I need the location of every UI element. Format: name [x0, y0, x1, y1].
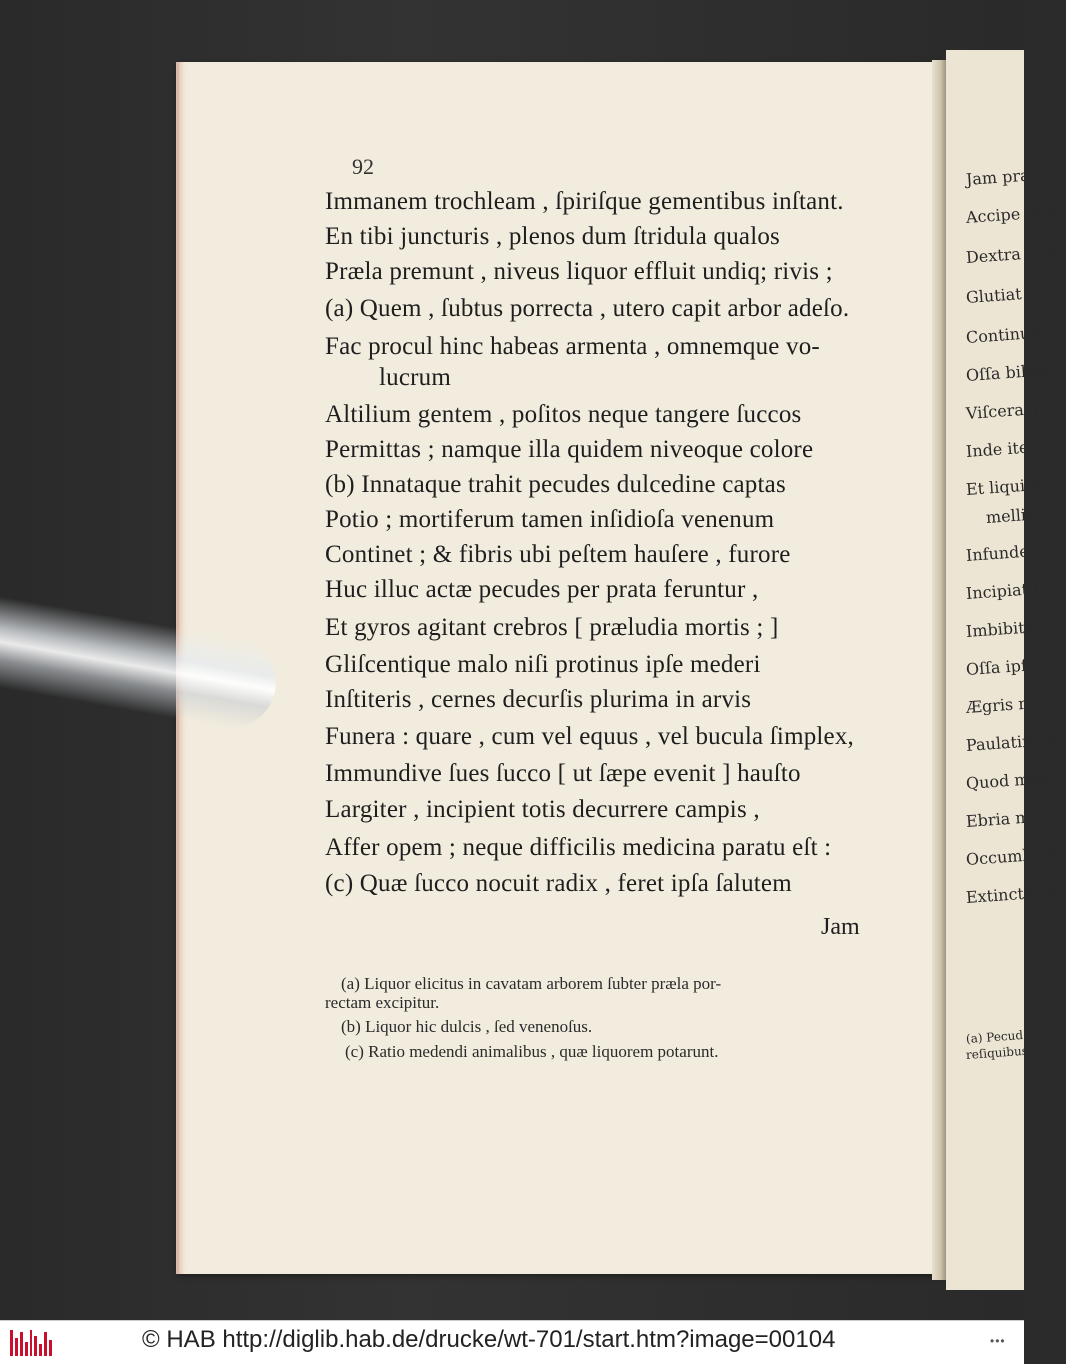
verse-line: lucrum: [379, 364, 452, 391]
page-number: 92: [352, 154, 374, 179]
verse-line: Fac procul hinc habeas armenta , omnemque vo-: [325, 333, 820, 360]
catchword: Jam: [821, 914, 860, 940]
copyright-link[interactable]: © HAB http://diglib.hab.de/drucke/wt-701/start.htm?image=00104: [142, 1326, 836, 1353]
facing-line: Imbibitu: [965, 617, 1036, 641]
facing-line: Ægris red: [965, 692, 1047, 717]
verse-line: Inſtiteris , cernes decurſis plurima in arvis: [325, 686, 752, 713]
verse-line: Et gyros agitant crebros [ præludia mortis ; ]: [325, 614, 779, 641]
verse-line: En tibi juncturis , plenos dum ſtridula qualos: [325, 223, 780, 250]
more-icon[interactable]: •••: [990, 1334, 1006, 1348]
facing-line: Glutiat , i: [965, 282, 1043, 307]
verse-line: Altilium gentem , poſitos neque tangere ſuccos: [325, 401, 802, 428]
facing-line: Viſcera q: [965, 398, 1040, 423]
verse-line: Largiter , incipient totis decurrere campis ,: [325, 796, 760, 823]
verse-line: Potio ; mortiferum tamen inſidioſa venenum: [325, 506, 775, 533]
book-gutter: [932, 60, 946, 1280]
facing-line: Infundes: [965, 541, 1038, 565]
facing-line: Inde iteru: [965, 436, 1047, 461]
footnote: rectam excipitur.: [325, 993, 440, 1012]
verse-line: Gliſcentique malo niſi protinus ipſe mederi: [325, 651, 761, 678]
facing-line: Occumbent: [965, 843, 1060, 869]
verse-line: Immundive ſues ſucco [ ut ſæpe evenit ] hauſto: [325, 760, 801, 787]
facing-line: Quod med: [965, 768, 1050, 793]
facing-line: Paulatim vi: [965, 729, 1057, 755]
book-page: [176, 62, 949, 1274]
verse-line: Immanem trochleam , ſpiriſque gementibus inſtant.: [325, 188, 844, 215]
facing-page: [946, 50, 1063, 1290]
facing-line: Accipe raſa: [965, 201, 1059, 227]
facing-line: mellis: [985, 504, 1035, 527]
facing-line: Extinctas a: [965, 881, 1057, 907]
facing-line: Oſſa ipſa: [965, 655, 1037, 679]
footnote: (b) Liquor hic dulcis , ſed venenoſus.: [341, 1017, 593, 1036]
verse-line: Continet ; & fibris ubi peſtem hauſere , furore: [325, 541, 791, 568]
verse-line: Funera : quare , cum vel equus , vel bucula ſimplex,: [325, 723, 855, 750]
verse-line: (c) Quæ ſucco nocuit radix , feret ipſa ſalutem: [325, 870, 792, 897]
verse-line: Affer opem ; neque difficilis medicina paratu eſt :: [325, 834, 832, 861]
facing-line: Continuò: [965, 322, 1041, 347]
verse-line: (b) Innataque trahit pecudes dulcedine captas: [325, 471, 786, 498]
verse-line: Huc illuc actæ pecudes per prata feruntur ,: [325, 576, 759, 603]
facing-line: (a) Pecud: [965, 1028, 1024, 1046]
facing-line: reſiquibus .: [965, 1043, 1036, 1062]
facing-line: Incipiat f: [965, 578, 1040, 603]
verse-line: Præla premunt , niveus liquor effluit undiq; rivis ;: [325, 258, 833, 285]
facing-line: Ebria mort: [965, 805, 1055, 831]
footnote: (c) Ratio medendi animalibus , quæ liquorem potarunt.: [345, 1042, 719, 1061]
facing-line: Oſſa bibax: [965, 360, 1051, 385]
facing-line: Et liquidi: [965, 474, 1041, 499]
hab-logo[interactable]: [10, 1328, 52, 1356]
verse-line: (a) Quem , ſubtus porrecta , utero capit arbor adeſo.: [325, 295, 850, 322]
facing-line: Dextra pote: [965, 241, 1063, 267]
facing-line: Jam prælo: [965, 164, 1051, 189]
verse-line: Permittas ; namque illa quidem niveoque colore: [325, 436, 814, 463]
footnote: (a) Liquor elicitus in cavatam arborem ſubter præla por-: [341, 974, 722, 993]
